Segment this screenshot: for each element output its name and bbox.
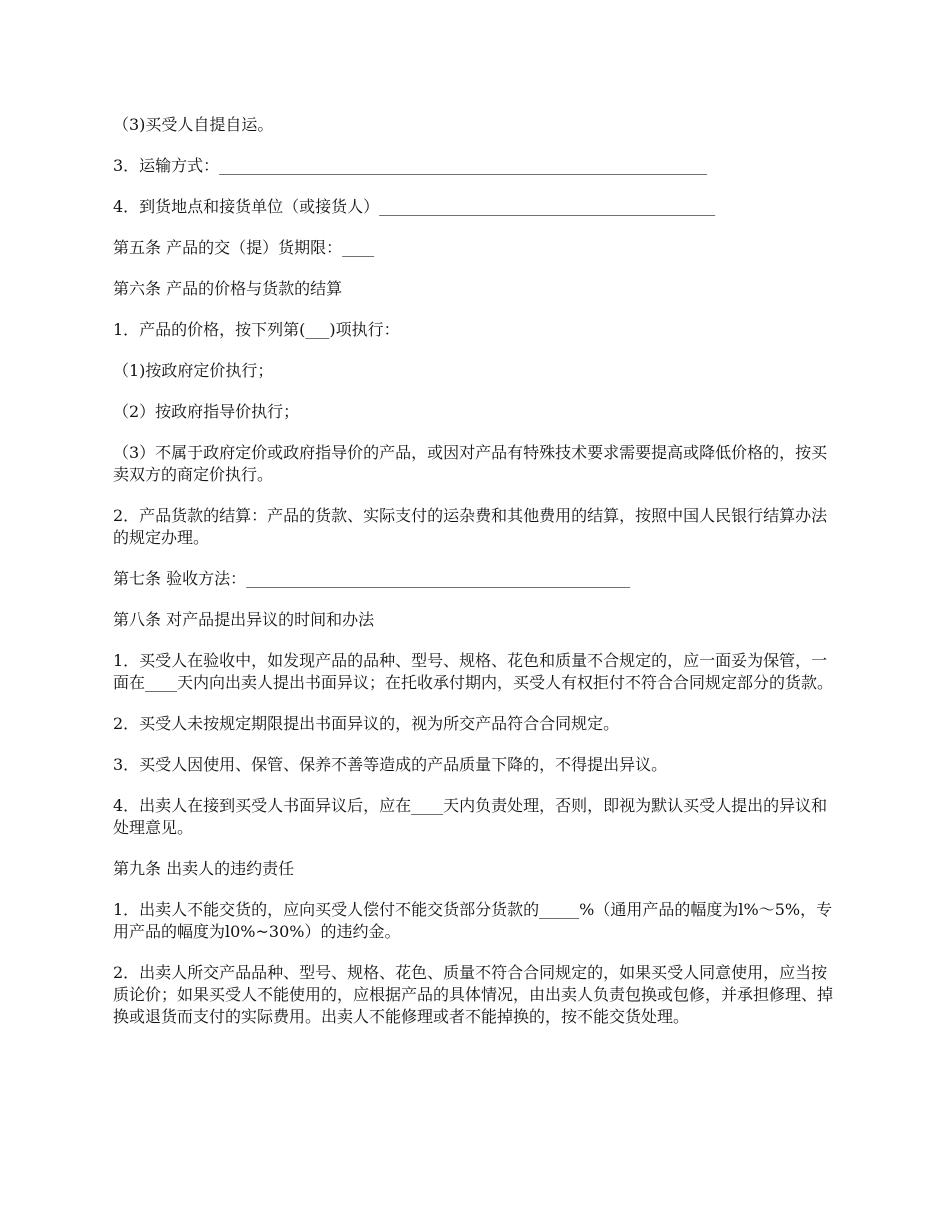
- clause-no-objection: 2．买受人未按规定期限提出书面异议的，视为所交产品符合合同规定。: [113, 714, 620, 733]
- article-8-heading: 第八条 对产品提出异议的时间和办法: [113, 610, 375, 629]
- clause-objection-period: 1．买受人在验收中，如发现产品的品种、型号、规格、花色和质量不合规定的，应一面妥为保管，一面在____天内向出卖人提出书面异议；在托收承付期内，买受人有权拒付不符合合同规定部分的货款。: [113, 651, 834, 692]
- clause-delivery-location: 4．到货地点和接货单位（或接货人）__________________________________________: [113, 197, 716, 216]
- clause-payment-settlement: 2．产品货款的结算：产品的货款、实际支付的运杂费和其他费用的结算，按照中国人民银行结算办法的规定办理。: [113, 506, 828, 547]
- article-5-delivery-period: 第五条 产品的交（提）货期限：____: [113, 238, 375, 257]
- article-7-inspection: 第七条 验收方法：________________________________________________: [113, 569, 631, 588]
- clause-price-option: 1．产品的价格，按下列第(___)项执行：: [113, 320, 400, 339]
- article-9-heading: 第九条 出卖人的违约责任: [113, 859, 295, 878]
- clause-seller-handling: 4．出卖人在接到买受人书面异议后，应在____天内负责处理，否则，即视为默认买受人提出的异议和处理意见。: [113, 796, 828, 837]
- clause-negotiated-price: （3）不属于政府定价或政府指导价的产品，或因对产品有特殊技术要求需要提高或降低价格的，按买卖双方的商定价执行。: [113, 443, 828, 484]
- article-6-heading: 第六条 产品的价格与货款的结算: [113, 279, 343, 298]
- clause-government-price: （1)按政府定价执行；: [113, 361, 274, 380]
- clause-misuse: 3．买受人因使用、保管、保养不善等造成的产品质量下降的，不得提出异议。: [113, 755, 668, 774]
- clause-non-delivery-penalty: 1．出卖人不能交货的，应向买受人偿付不能交货部分货款的_____%（通用产品的幅度为l%～5%，专用产品的幅度为l0%~30%）的违约金。: [113, 900, 833, 941]
- clause-self-pickup: （3)买受人自提自运。: [113, 115, 274, 134]
- clause-government-guided-price: （2）按政府指导价执行；: [113, 402, 300, 421]
- clause-transport-method: 3．运输方式：_____________________________________________________________: [113, 156, 708, 175]
- clause-nonconforming-goods: 2．出卖人所交产品品种、型号、规格、花色、质量不符合合同规定的，如果买受人同意使用，应当按质论价；如果买受人不能使用的，应根据产品的具体情况，由出卖人负责包换或包修，并承担修理、掉换或退货而支付的实际费用。出卖人不能修理或者不能掉换的，按不能交货处理。: [113, 963, 834, 1026]
